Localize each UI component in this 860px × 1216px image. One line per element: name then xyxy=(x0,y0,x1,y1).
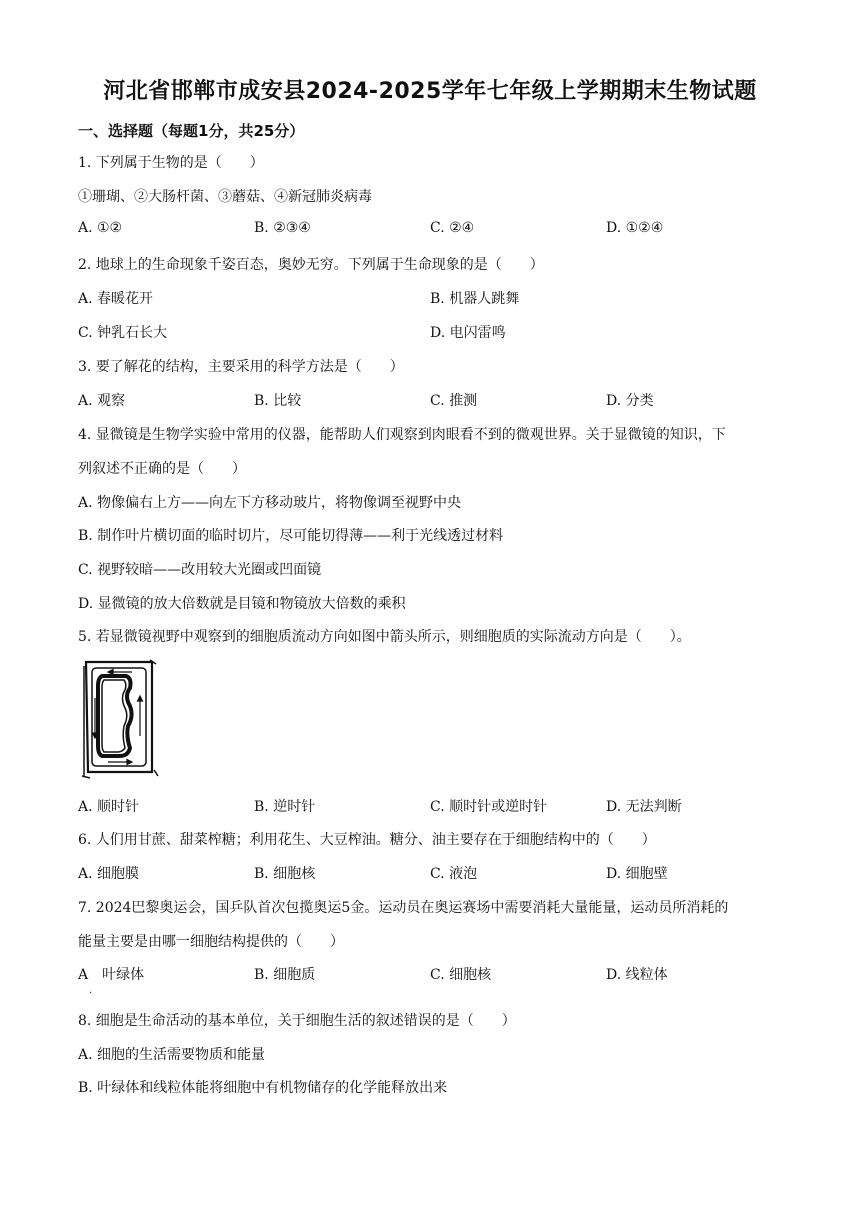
question-7-option-a-dot: . xyxy=(89,985,93,996)
question-7-option-d: D. 线粒体 xyxy=(606,967,668,983)
question-7-stem-line-2: 能量主要是由哪一细胞结构提供的（ ） xyxy=(78,934,344,950)
question-6-option-d: D. 细胞壁 xyxy=(606,866,668,882)
question-4-option-a: A. 物像偏右上方——向左下方移动玻片，将物像调至视野中央 xyxy=(78,495,462,511)
question-2-option-d: D. 电闪雷鸣 xyxy=(430,325,506,341)
section-heading: 一、选择题（每题1分，共25分） xyxy=(78,122,305,140)
question-3-option-c: C. 推测 xyxy=(430,393,478,409)
question-3-option-b: B. 比较 xyxy=(254,393,302,409)
question-7-stem-line-1: 7. 2024巴黎奥运会，国乒队首次包揽奥运5金。运动员在奥运赛场中需要消耗大量能量，运动员所消耗的 xyxy=(78,900,729,916)
question-4-stem-line-2: 列叙述不正确的是（ ） xyxy=(78,461,246,477)
question-7-option-b: B. 细胞质 xyxy=(254,967,316,983)
question-3-option-a: A. 观察 xyxy=(78,393,126,409)
question-8-stem: 8. 细胞是生命活动的基本单位，关于细胞生活的叙述错误的是（ ） xyxy=(78,1013,516,1029)
question-4-option-c: C. 视野较暗——改用较大光圈或凹面镜 xyxy=(78,562,322,578)
question-1-stem: 1. 下列属于生物的是（ ） xyxy=(78,155,264,171)
question-1-option-b: B. ②③④ xyxy=(254,220,311,236)
question-8-option-b: B. 叶绿体和线粒体能将细胞中有机物储存的化学能释放出来 xyxy=(78,1080,448,1096)
question-6-option-b: B. 细胞核 xyxy=(254,866,316,882)
question-1-option-c: C. ②④ xyxy=(430,220,475,236)
question-7-option-c: C. 细胞核 xyxy=(430,967,492,983)
question-6-option-a: A. 细胞膜 xyxy=(78,866,140,882)
question-7-option-a: A 叶绿体 xyxy=(78,967,145,983)
question-1-option-d: D. ①②④ xyxy=(606,220,664,236)
question-4-option-b: B. 制作叶片横切面的临时切片，尽可能切得薄——利于光线透过材料 xyxy=(78,528,504,544)
cell-cytoplasm-flow-figure xyxy=(80,658,160,780)
question-2-option-c: C. 钟乳石长大 xyxy=(78,325,168,341)
question-5-option-c: C. 顺时针或逆时针 xyxy=(430,799,548,815)
question-4-option-d: D. 显微镜的放大倍数就是目镜和物镜放大倍数的乘积 xyxy=(78,596,406,612)
question-1-items: ①珊瑚、②大肠杆菌、③蘑菇、④新冠肺炎病毒 xyxy=(78,189,372,205)
question-5-option-d: D. 无法判断 xyxy=(606,799,682,815)
question-6-stem: 6. 人们用甘蔗、甜菜榨糖；利用花生、大豆榨油。糖分、油主要存在于细胞结构中的（ ） xyxy=(78,832,656,848)
question-3-stem: 3. 要了解花的结构，主要采用的科学方法是（ ） xyxy=(78,359,404,375)
question-2-option-b: B. 机器人跳舞 xyxy=(430,291,520,307)
question-3-option-d: D. 分类 xyxy=(606,393,654,409)
question-2-option-a: A. 春暖花开 xyxy=(78,291,154,307)
page-title: 河北省邯郸市成安县2024-2025学年七年级上学期期末生物试题 xyxy=(103,79,757,104)
question-2-stem: 2. 地球上的生命现象千姿百态，奥妙无穷。下列属于生命现象的是（ ） xyxy=(78,257,544,273)
question-6-option-c: C. 液泡 xyxy=(430,866,478,882)
question-4-stem-line-1: 4. 显微镜是生物学实验中常用的仪器，能帮助人们观察到肉眼看不到的微观世界。关于显微镜的知识，下 xyxy=(78,427,726,443)
question-8-option-a: A. 细胞的生活需要物质和能量 xyxy=(78,1047,266,1063)
question-1-option-a: A. ①② xyxy=(78,220,123,236)
question-5-option-b: B. 逆时针 xyxy=(254,799,316,815)
question-5-option-a: A. 顺时针 xyxy=(78,799,140,815)
question-5-stem: 5. 若显微镜视野中观察到的细胞质流动方向如图中箭头所示，则细胞质的实际流动方向是（ ）。 xyxy=(78,629,691,645)
